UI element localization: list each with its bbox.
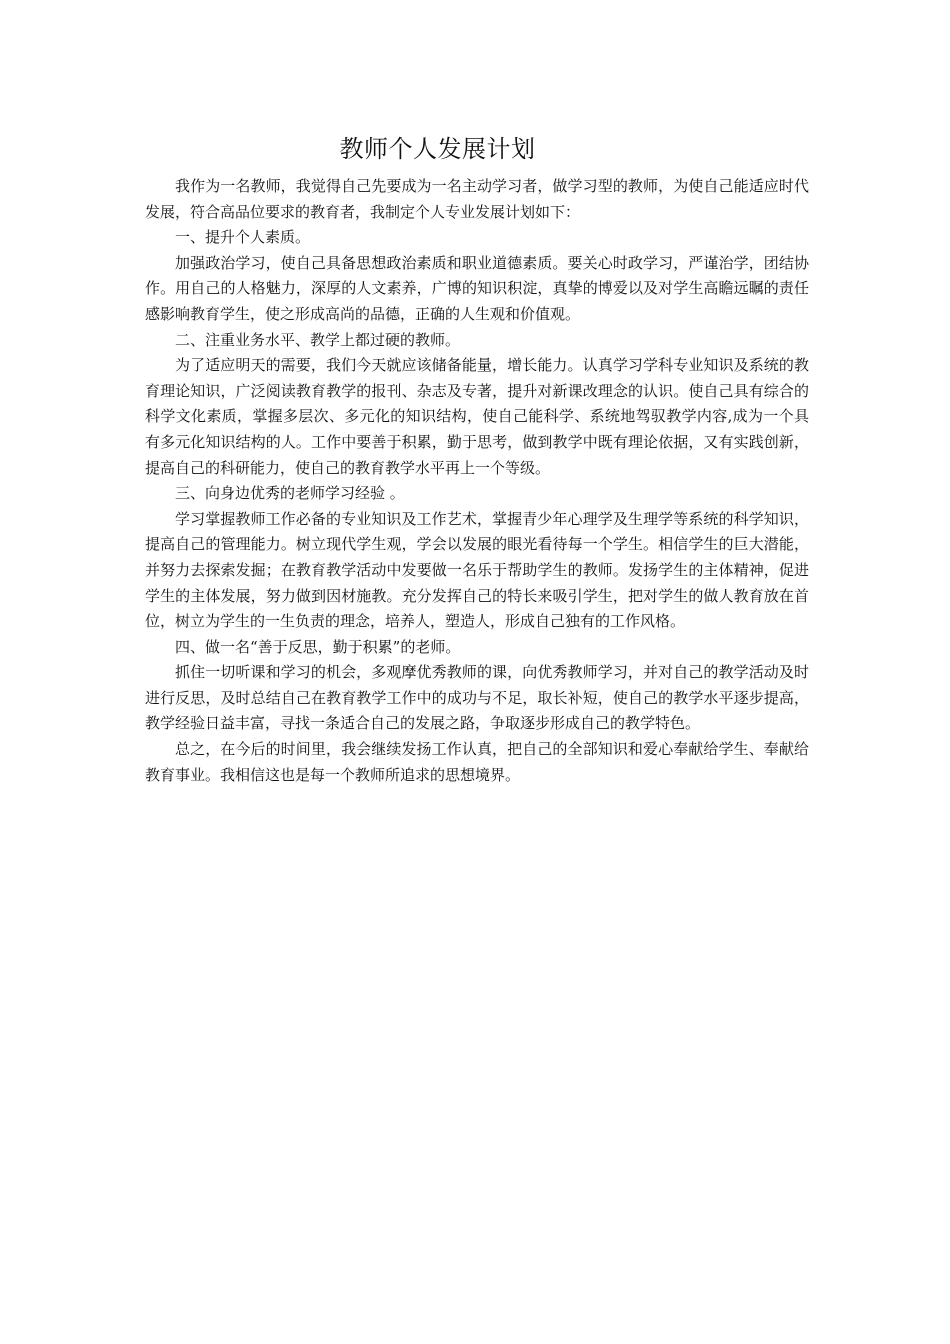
paragraph-1: 加强政治学习，使自己具备思想政治素质和职业道德素质。要关心时政学习，严谨治学，团结协作。用自己的人格魅力，深厚的人文素养，广博的知识积淀，真挚的博爱以及对学生高瞻远瞩的责任感影响教育学生，使之形成高尚的品德，正确的人生观和价值观。 — [145, 253, 809, 323]
document-body — [145, 174, 809, 788]
paragraph-3: 学习掌握教师工作必备的专业知识及工作艺术，掌握青少年心理学及生理学等系统的科学知识，提高自己的管理能力。树立现代学生观，学会以发展的眼光看待每一个学生。相信学生的巨大潜能，并努力去探索发掘；在教育教学活动中发要做一名乐于帮助学生的教师。发扬学生的主体精神，促进学生的主体发展，努力做到因材施教。充分发挥自己的特长来吸引学生，把对学生的做人教育放在首位，树立为学生的一生负责的理念，培养人，塑造人，形成自己独有的工作风格。 — [145, 509, 809, 631]
section-heading-4: 四、做一名“善于反思，勤于积累”的老师。 — [175, 637, 461, 656]
section-heading-3: 三、向身边优秀的老师学习经验 。 — [175, 484, 405, 503]
document-title: 教师个人发展计划 — [339, 135, 536, 163]
section-heading-1: 一、提升个人素质。 — [175, 228, 311, 247]
paragraph-4: 抓住一切听课和学习的机会，多观摩优秀教师的课，向优秀教师学习，并对自己的教学活动及时进行反思，及时总结自己在教育教学工作中的成功与不足，取长补短，使自己的教学水平逐步提高，教学经验日益丰富，寻找一条适合自己的发展之路，争取逐步形成自己的教学特色。 — [145, 663, 809, 733]
paragraph-intro: 我作为一名教师，我觉得自己先要成为一名主动学习者，做学习型的教师，为使自己能适应时代发展，符合高品位要求的教育者，我制定个人专业发展计划如下： — [145, 177, 809, 221]
paragraph-conclusion: 总之，在今后的时间里，我会继续发扬工作认真，把自己的全部知识和爱心奉献给学生、奉献给教育事业。我相信这也是每一个教师所追求的思想境界。 — [145, 740, 809, 784]
paragraph-2: 为了适应明天的需要，我们今天就应该储备能量，增长能力。认真学习学科专业知识及系统的教育理论知识，广泛阅读教育教学的报刊、杂志及专著，提升对新课改理念的认识。使自己具有综合的科学文化素质，掌握多层次、多元化的知识结构，使自己能科学、系统地驾驭教学内容,成为一个具有多元化知识结构的人。工作中要善于积累，勤于思考，做到教学中既有理论依据，又有实践创新，提高自己的科研能力，使自己的教育教学水平再上一个等级。 — [145, 356, 809, 477]
section-heading-2: 二、注重业务水平、教学上都过硬的教师。 — [175, 330, 461, 349]
